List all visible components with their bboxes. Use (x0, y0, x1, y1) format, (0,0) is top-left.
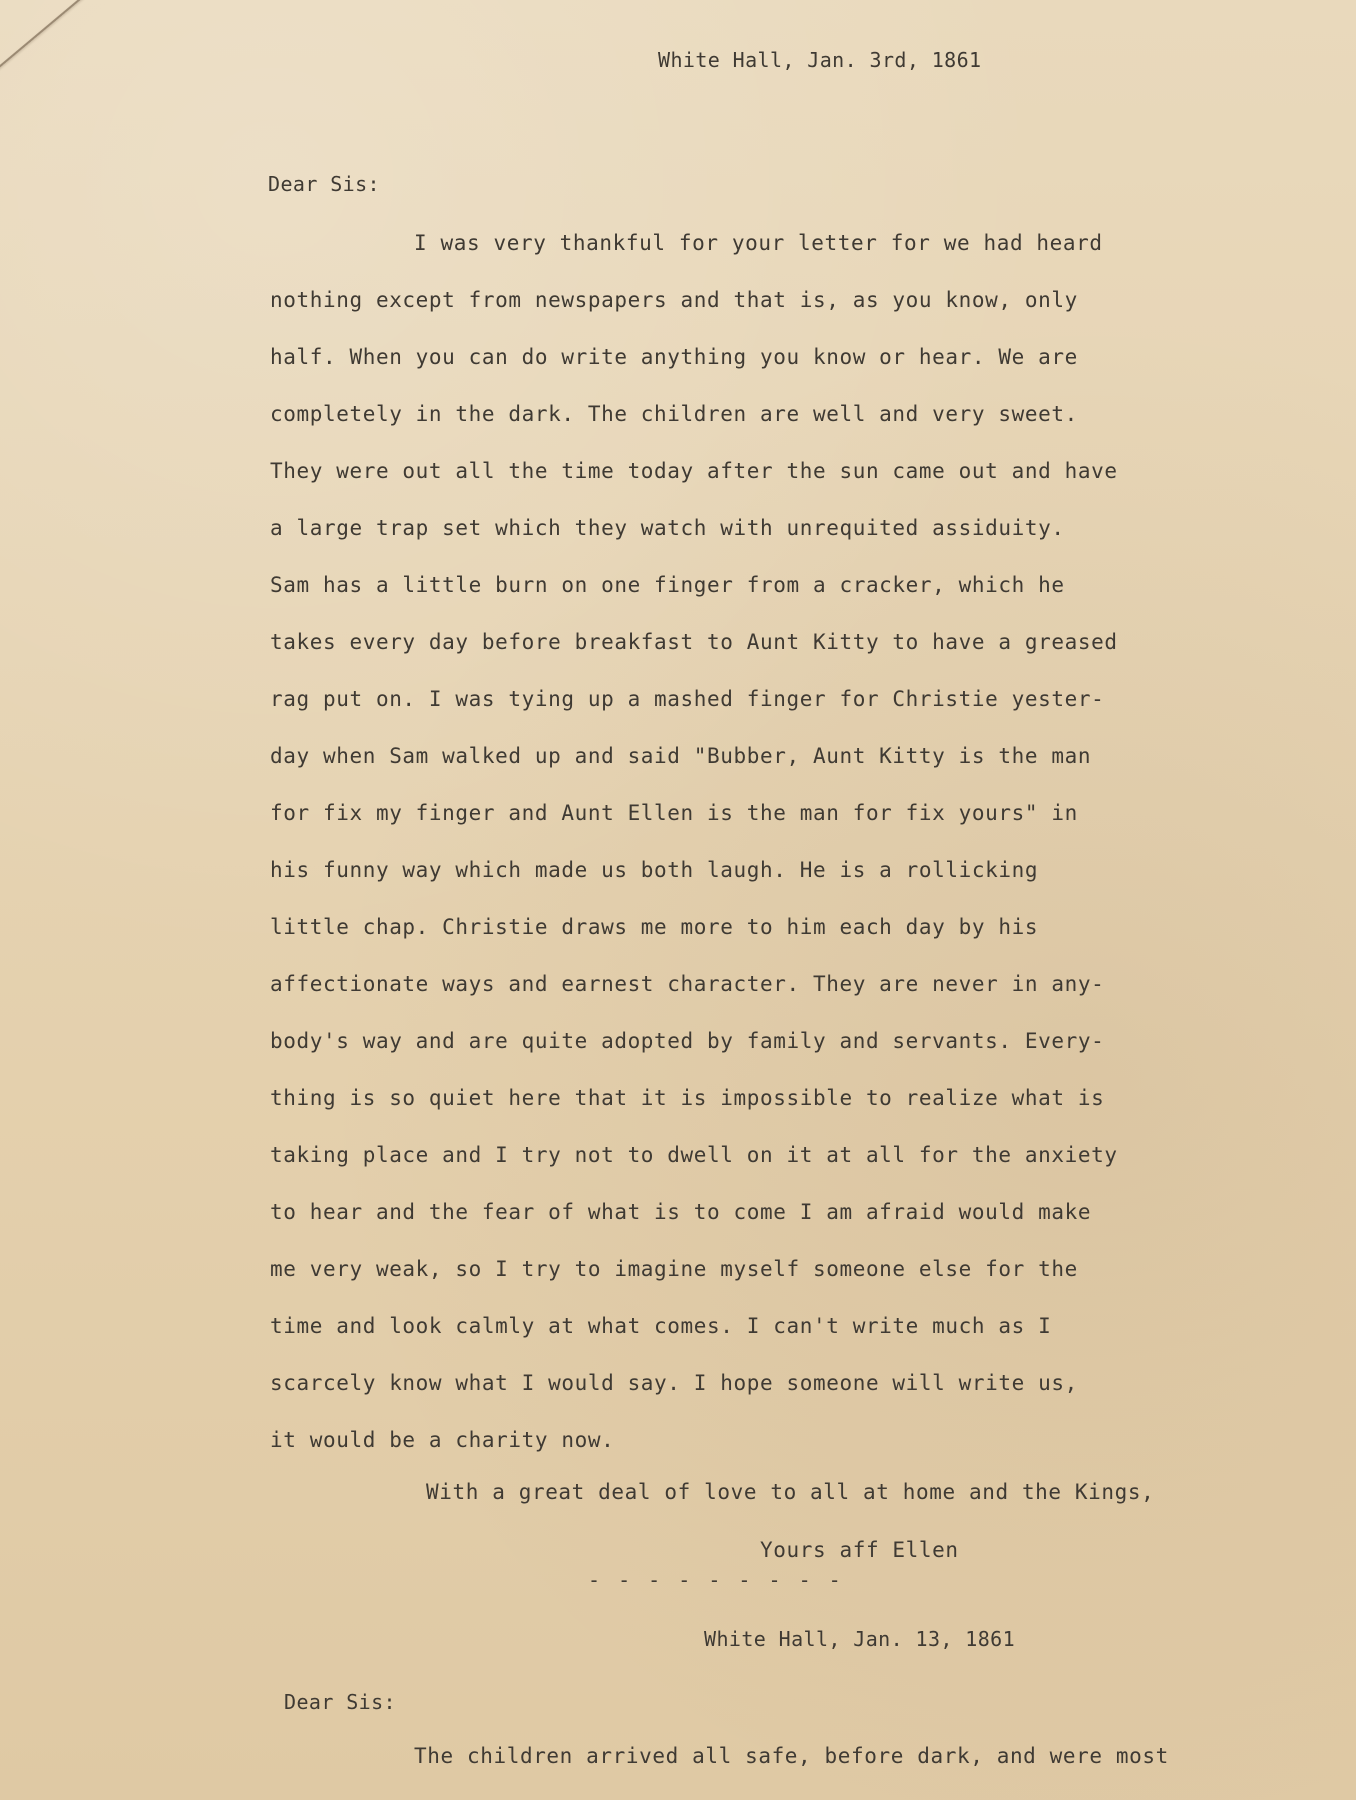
body-line: a large trap set which they watch with unrequited assiduity. (270, 516, 1065, 540)
body-line: rag put on. I was tying up a mashed finger for Christie yester- (270, 687, 1105, 711)
body-line: time and look calmly at what comes. I can't write much as I (270, 1314, 1052, 1338)
letter-separator: - - - - - - - - - (588, 1568, 844, 1592)
paper-fold-line (0, 0, 210, 84)
letter1-signature: Yours aff Ellen (760, 1538, 959, 1562)
body-line: it would be a charity now. (270, 1428, 615, 1452)
body-line: his funny way which made us both laugh. He is a rollicking (270, 858, 1039, 882)
body-line: for fix my finger and Aunt Ellen is the man for fix yours" in (270, 801, 1078, 825)
body-line: thing is so quiet here that it is impossible to realize what is (270, 1086, 1105, 1110)
body-line: me very weak, so I try to imagine myself someone else for the (270, 1257, 1078, 1281)
body-line: They were out all the time today after the sun came out and have (270, 459, 1118, 483)
body-line: little chap. Christie draws me more to him each day by his (270, 915, 1039, 939)
body-line: scarcely know what I would say. I hope someone will write us, (270, 1371, 1078, 1395)
body-line: to hear and the fear of what is to come I am afraid would make (270, 1200, 1092, 1224)
body-line: nothing except from newspapers and that is, as you know, only (270, 288, 1078, 312)
body-line: day when Sam walked up and said "Bubber, Aunt Kitty is the man (270, 744, 1092, 768)
letter1-greeting: Dear Sis: (268, 172, 380, 196)
body-line: taking place and I try not to dwell on it at all for the anxiety (270, 1143, 1118, 1167)
body-line: takes every day before breakfast to Aunt Kitty to have a greased (270, 630, 1118, 654)
body-line: affectionate ways and earnest character. They are never in any- (270, 972, 1105, 996)
body-line: Sam has a little burn on one finger from a cracker, which he (270, 573, 1065, 597)
letter1-date: White Hall, Jan. 3rd, 1861 (658, 48, 982, 72)
letter2-date: White Hall, Jan. 13, 1861 (704, 1627, 1016, 1651)
letter1-body (270, 215, 1250, 1469)
letter2-greeting: Dear Sis: (284, 1690, 396, 1714)
letter1-closing: With a great deal of love to all at home and the Kings, (426, 1480, 1155, 1504)
body-line: I was very thankful for your letter for we had heard (414, 231, 1103, 255)
letter2-first-line: The children arrived all safe, before dark, and were most (414, 1744, 1169, 1768)
body-line: half. When you can do write anything you know or hear. We are (270, 345, 1078, 369)
body-line: completely in the dark. The children are well and very sweet. (270, 402, 1078, 426)
body-line: body's way and are quite adopted by family and servants. Every- (270, 1029, 1105, 1053)
